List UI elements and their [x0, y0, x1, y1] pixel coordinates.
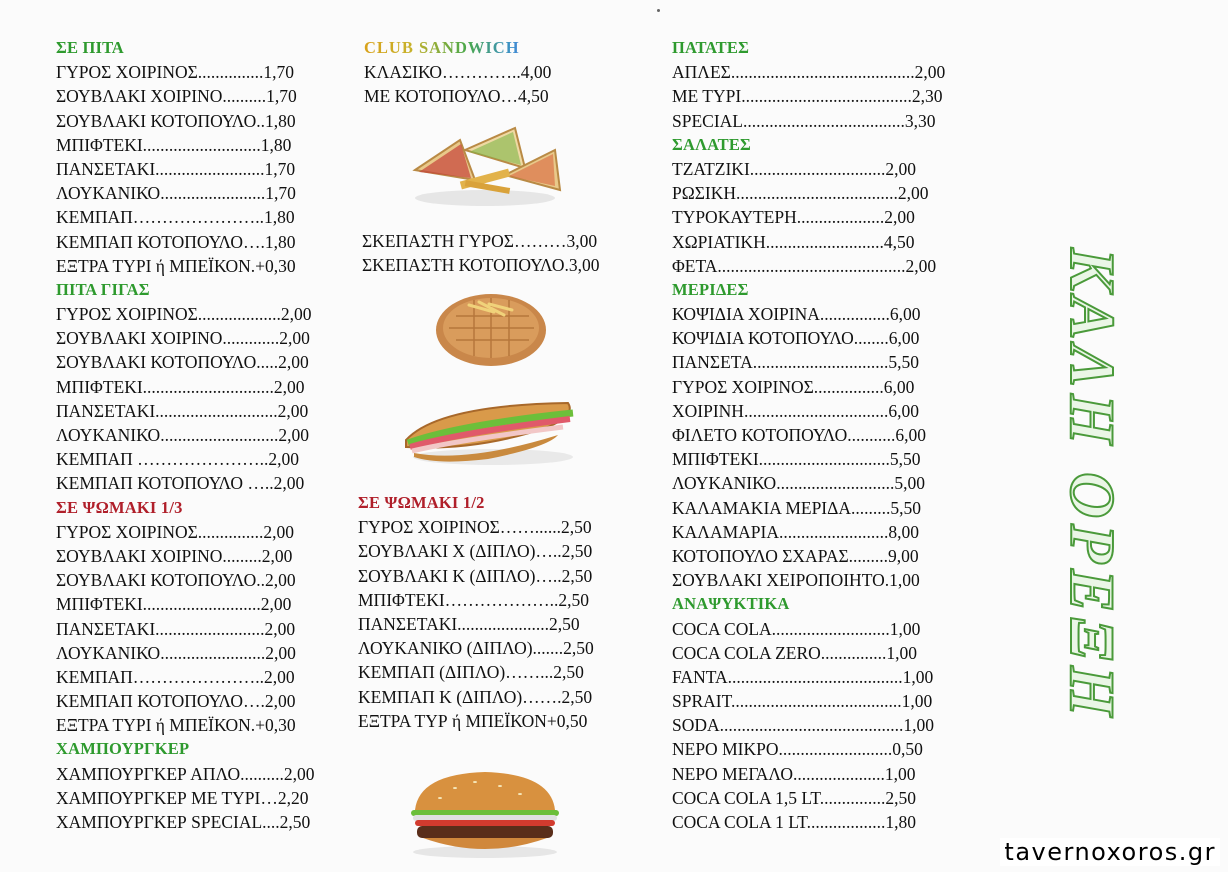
- speck: [657, 9, 660, 12]
- menu-item: ΣΟΥΒΛΑΚΙ ΚΟΤΟΠΟΥΛΟ..2,00: [56, 570, 296, 591]
- watermark: tavernoxoros.gr: [1000, 838, 1220, 866]
- menu-item: ΣΟΥΒΛΑΚΙ ΧΟΙΡΙΝΟ..........1,70: [56, 86, 297, 107]
- menu-item: ΣΟΥΒΛΑΚΙ Χ (ΔΙΠΛΟ)…..2,50: [358, 541, 593, 562]
- baguette-image: [398, 385, 580, 470]
- menu-item: ΣΟΥΒΛΑΚΙ Κ (ΔΙΠΛΟ)…..2,50: [358, 565, 593, 586]
- section-heading: ΠΑΤΑΤΕΣ: [672, 38, 750, 57]
- menu-item: ΜΠΙΦΤΕΚΙ..............................5,50: [672, 449, 921, 470]
- column-right: [672, 36, 945, 834]
- menu-item: ΣΚΕΠΑΣΤΗ ΓΥΡΟΣ………3,00: [362, 231, 598, 251]
- kali-orexi-title: ΚΑΛΗ ΟΡΕΞΗ: [1057, 248, 1128, 722]
- menu-item: ΜΠΙΦΤΕΚΙ..............................2,00: [56, 376, 305, 397]
- menu-item: ΚΕΜΠΑΠ …………………..2,00: [56, 449, 300, 470]
- menu-item: ΓΥΡΟΣ ΧΟΙΡΙΝΟΣ...................2,00: [56, 304, 312, 325]
- menu-item: ΚΟΤΟΠΟΥΛΟ ΣΧΑΡΑΣ.........9,00: [672, 545, 919, 566]
- menu-item: ΝΕΡΟ ΜΙΚΡΟ..........................0,50: [672, 739, 923, 760]
- menu-item: ΓΥΡΟΣ ΧΟΙΡΙΝΟΣ……......2,50: [358, 517, 592, 538]
- menu-item: ΚΕΜΠΑΠ Κ (ΔΙΠΛΟ)…….2,50: [358, 686, 593, 707]
- menu-item: ΠΑΝΣΕΤΑΚΙ............................2,00: [56, 400, 309, 421]
- menu-item: ΚΕΜΠΑΠ (ΔΙΠΛΟ)……...2,50: [358, 662, 584, 683]
- menu-item: ΚΛΑΣΙΚΟ…………..4,00: [364, 62, 552, 83]
- menu-item: ΚΕΜΠΑΠ…………………..2,00: [56, 666, 295, 687]
- menu-item: COCA COLA 1 LT..................1,80: [672, 812, 917, 832]
- menu-item: ΜΠΙΦΤΕΚΙ………………..2,50: [358, 589, 590, 610]
- menu-item: ΛΟΥΚΑΝΙΚΟ........................2,00: [56, 642, 296, 663]
- menu-item: ΣΟΥΒΛΑΚΙ ΚΟΤΟΠΟΥΛΟ..1,80: [56, 110, 296, 131]
- menu-item: ΧΑΜΠΟΥΡΓΚΕΡ SPECIAL....2,50: [56, 812, 311, 832]
- menu-item: ΓΥΡΟΣ ΧΟΙΡΙΝΟΣ...............2,00: [56, 521, 295, 542]
- menu-item: ΧΩΡΙΑΤΙΚΗ...........................4,50: [672, 231, 915, 252]
- menu-item: ΛΟΥΚΑΝΙΚΟ........................1,70: [56, 183, 296, 204]
- section-heading: ΠΙΤΑ ΓΙΓΑΣ: [56, 279, 150, 299]
- section-heading: ΣΑΛΑΤΕΣ: [672, 134, 752, 154]
- menu-item: ΠΑΝΣΕΤΑΚΙ.........................2,00: [56, 618, 296, 639]
- menu-item: ΜΠΙΦΤΕΚΙ...........................2,00: [56, 594, 292, 615]
- menu-item: COCA COLA 1,5 LT...............2,50: [672, 787, 917, 808]
- menu-item: ΦΕΤΑ...........................................2,00: [672, 255, 937, 276]
- menu-item: ΚΕΜΠΑΠ ΚΟΤΟΠΟΥΛΟ….1,80: [56, 231, 296, 252]
- menu-item: ΧΑΜΠΟΥΡΓΚΕΡ ΑΠΛΟ..........2,00: [56, 763, 315, 784]
- section-heading: ΣΕ ΨΩΜΑΚΙ 1/3: [56, 497, 183, 517]
- section-heading: ΜΕΡΙΔΕΣ: [672, 279, 749, 299]
- menu-item: ΚΑΛΑΜΑΚΙΑ ΜΕΡΙΔΑ.........5,50: [672, 497, 922, 518]
- menu-item: SODA..........................................1,00: [672, 715, 935, 736]
- menu-item: ΕΞΤΡΑ ΤΥΡΙ ή ΜΠΕΪΚΟΝ.+0,30: [56, 715, 296, 736]
- section-heading: CLUB SANDWICH: [364, 36, 551, 60]
- menu-item: ΣΚΕΠΑΣΤΗ ΚΟΤΟΠΟΥΛΟ.3,00: [362, 255, 600, 276]
- menu-item: SPRAIT.......................................1,00: [672, 691, 933, 712]
- menu-item: SPECIAL.....................................3,30: [672, 110, 936, 131]
- menu-item: COCA COLA ZERO...............1,00: [672, 642, 918, 663]
- menu-item: COCA COLA...........................1,00: [672, 618, 921, 639]
- column-left: [56, 36, 314, 834]
- menu-item: ΚΑΛΑΜΑΡΙΑ.........................8,00: [672, 521, 919, 542]
- section-heading: ΣΕ ΠΙΤΑ: [56, 38, 124, 57]
- menu-item: ΧΟΙΡΙΝΗ.................................6,00: [672, 400, 919, 421]
- skepasti-pie-image: [434, 290, 549, 368]
- menu-item: ΣΟΥΒΛΑΚΙ ΧΟΙΡΙΝΟ.............2,00: [56, 328, 310, 349]
- menu-item: ΤΥΡΟΚΑΥΤΕΡΗ....................2,00: [672, 207, 915, 228]
- menu-item: ΚΟΨΙΔΙΑ ΚΟΤΟΠΟΥΛΟ........6,00: [672, 328, 920, 349]
- burger-image: [405, 768, 565, 860]
- menu-item: ΠΑΝΣΕΤΑ...............................5,50: [672, 352, 919, 373]
- menu-item: ΣΟΥΒΛΑΚΙ ΚΟΤΟΠΟΥΛΟ.....2,00: [56, 352, 309, 373]
- menu-item: ΜΕ ΚΟΤΟΠΟΥΛΟ…4,50: [364, 86, 549, 107]
- menu-item: ΚΕΜΠΑΠ ΚΟΤΟΠΟΥΛΟ …..2,00: [56, 473, 305, 494]
- menu-item: ΠΑΝΣΕΤΑΚΙ.....................2,50: [358, 613, 580, 634]
- menu-item: ΑΠΛΕΣ..........................................2,00: [672, 62, 946, 83]
- menu-item: ΧΑΜΠΟΥΡΓΚΕΡ ΜΕ ΤΥΡΙ…2,20: [56, 787, 309, 808]
- column-middle-top: [364, 36, 551, 109]
- club-sandwich-image: [405, 120, 565, 210]
- menu-item: FANTA........................................1,00: [672, 666, 934, 687]
- menu-item: ΕΞΤΡΑ ΤΥΡ ή ΜΠΕΪΚΟΝ+0,50: [358, 710, 588, 731]
- menu-item: ΦΙΛΕΤΟ ΚΟΤΟΠΟΥΛΟ...........6,00: [672, 425, 926, 445]
- menu-item: ΚΟΨΙΔΙΑ ΧΟΙΡΙΝΑ................6,00: [672, 304, 921, 325]
- menu-item: ΛΟΥΚΑΝΙΚΟ...........................2,00: [56, 425, 309, 445]
- column-middle-bottom: [358, 491, 594, 733]
- menu-item: ΣΟΥΒΛΑΚΙ ΧΟΙΡΙΝΟ.........2,00: [56, 545, 293, 566]
- section-heading: ΑΝΑΨΥΚΤΙΚΑ: [672, 594, 790, 614]
- menu-item: ΕΞΤΡΑ ΤΥΡΙ ή ΜΠΕΪΚΟΝ.+0,30: [56, 255, 296, 276]
- menu-item: ΜΕ ΤΥΡΙ.......................................2,30: [672, 86, 943, 107]
- menu-item: ΡΩΣΙΚΗ.....................................2,00: [672, 183, 929, 204]
- column-middle-skepasti: [362, 229, 600, 277]
- menu-item: ΤΖΑΤΖΙΚΙ...............................2,00: [672, 158, 917, 179]
- menu-item: ΓΥΡΟΣ ΧΟΙΡΙΝΟΣ................6,00: [672, 376, 915, 397]
- section-heading: ΣΕ ΨΩΜΑΚΙ 1/2: [358, 493, 485, 512]
- section-heading: ΧΑΜΠΟΥΡΓΚΕΡ: [56, 739, 190, 759]
- menu-item: ΝΕΡΟ ΜΕΓΑΛΟ.....................1,00: [672, 763, 916, 784]
- menu-item: ΠΑΝΣΕΤΑΚΙ.........................1,70: [56, 158, 296, 179]
- menu-item: ΛΟΥΚΑΝΙΚΟ (ΔΙΠΛΟ).......2,50: [358, 638, 594, 659]
- menu-item: ΛΟΥΚΑΝΙΚΟ...........................5,00: [672, 473, 925, 494]
- menu-item: ΚΕΜΠΑΠ ΚΟΤΟΠΟΥΛΟ….2,00: [56, 691, 296, 712]
- menu-item: ΚΕΜΠΑΠ…………………..1,80: [56, 207, 295, 228]
- menu-item: ΓΥΡΟΣ ΧΟΙΡΙΝΟΣ...............1,70: [56, 62, 295, 83]
- menu-item: ΜΠΙΦΤΕΚΙ...........................1,80: [56, 134, 292, 155]
- menu-item: ΣΟΥΒΛΑΚΙ ΧΕΙΡΟΠΟΙΗΤΟ.1,00: [672, 570, 920, 591]
